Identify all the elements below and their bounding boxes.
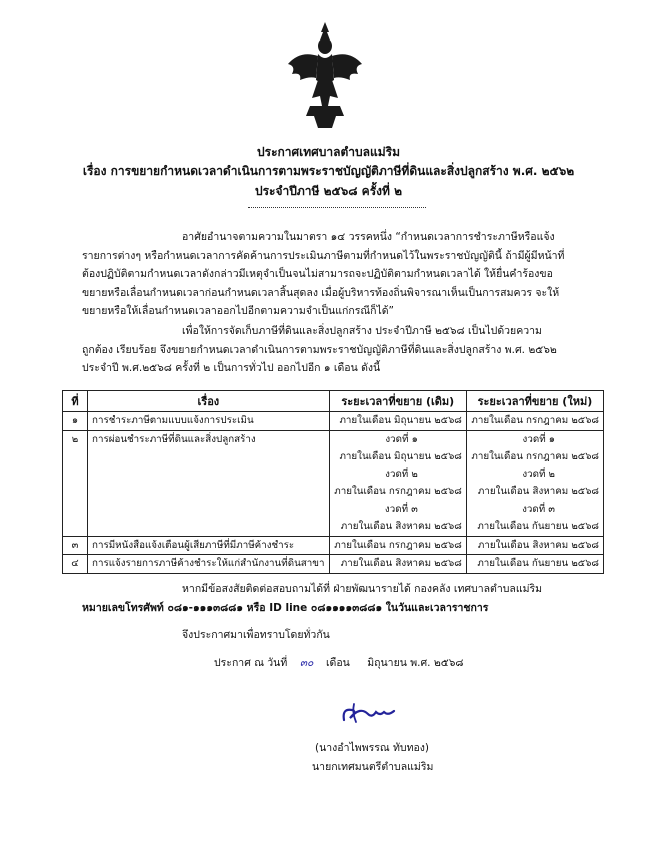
row-topic: การผ่อนชำระภาษีที่ดินและสิ่งปลูกสร้าง xyxy=(92,433,256,445)
subject-title: เรื่อง การขยายกำหนดเวลาดำเนินการตามพระราชบัญญัติภาษีที่ดินและสิ่งปลูกสร้าง พ.ศ. ๒๕๖๒ xyxy=(82,164,575,178)
table-row xyxy=(63,555,604,574)
issuer-title: ประกาศเทศบาลตำบลแม่ริม xyxy=(257,145,400,159)
old-period: ภายในเดือน สิงหาคม ๒๕๖๘ xyxy=(340,558,462,569)
row-topic: การมีหนังสือแจ้งเตือนผู้เสียภาษีที่มีภาษีค้างชำระ xyxy=(92,539,295,551)
table-header-row xyxy=(63,391,604,412)
installment-label: งวดที่ ๒ xyxy=(385,468,418,480)
paragraph-extension: เพื่อให้การจัดเก็บภาษีที่ดินและสิ่งปลูกสร้าง ประจำปีภาษี ๒๕๖๘ เป็นไปด้วยความ ถูกต้อง เรียบร้อย จึงขยายกำหนดเวลาดำเนินการตามพระราชบัญญัติภาษีที่ดินและสิ่งปลูกสร้าง พ.ศ. ๒๕๖๒ ประจำปี พ.ศ.๒๕๖๘ ครั้งที่ ๒ เป็นการทั่วไป ออกไปอีก ๑ เดือน ดังนี้ xyxy=(82,325,557,374)
installment-label: งวดที่ ๒ xyxy=(522,468,555,480)
date-prefix: ประกาศ ณ วันที่ xyxy=(214,657,288,669)
date-month-year: มิถุนายน พ.ศ. ๒๕๖๘ xyxy=(367,657,464,669)
contact-line-1: หากมีข้อสงสัยติดต่อสอบถามได้ที่ ฝ่ายพัฒนารายได้ กองคลัง เทศบาลตำบลแม่ริม xyxy=(182,583,543,595)
col-header-no: ที่ xyxy=(63,391,88,412)
new-period: ภายในเดือน สิงหาคม ๒๕๖๘ xyxy=(477,486,599,497)
dotted-divider xyxy=(248,207,426,208)
table-row xyxy=(63,412,604,431)
old-period: ภายในเดือน มิถุนายน ๒๕๖๘ xyxy=(339,451,462,462)
old-period: ภายในเดือน กรกฎาคม ๒๕๖๘ xyxy=(334,486,462,497)
installment-label: งวดที่ ๓ xyxy=(384,503,418,515)
tax-period: ประจำปีภาษี ๒๕๖๘ ครั้งที่ ๒ xyxy=(254,184,402,198)
row-topic: การแจ้งรายการภาษีค้างชำระให้แก่สำนักงานที่ดินสาขา xyxy=(92,558,325,569)
signer-title: นายกเทศมนตรีตำบลแม่ริม xyxy=(312,761,434,773)
row-number: ๓ xyxy=(71,539,79,551)
date-month-label: เดือน xyxy=(325,657,350,669)
signature-icon xyxy=(338,700,398,726)
date-day: ๓๐ xyxy=(299,657,314,669)
installment-label: งวดที่ ๑ xyxy=(522,433,555,445)
table-row xyxy=(63,536,604,555)
new-period: ภายในเดือน สิงหาคม ๒๕๖๘ xyxy=(477,539,599,551)
schedule-table xyxy=(62,390,604,574)
row-topic: การชำระภาษีตามแบบแจ้งการประเมิน xyxy=(92,415,254,426)
col-header-old: ระยะเวลาที่ขยาย (เดิม) xyxy=(329,391,466,412)
col-header-new: ระยะเวลาที่ขยาย (ใหม่) xyxy=(466,391,603,412)
new-period: ภายในเดือน กันยายน ๒๕๖๘ xyxy=(477,558,599,569)
new-period: ภายในเดือน กรกฎาคม ๒๕๖๘ xyxy=(471,451,599,462)
contact-line-2: หมายเลขโทรศัพท์ ๐๘๑-๑๑๑๓๘๘๑ หรือ ID line ๐๘๑๑๑๑๓๘๘๑ ในวันและเวลาราชการ xyxy=(82,602,489,614)
installment-label: งวดที่ ๑ xyxy=(385,433,418,445)
signer-name: (นางอำไพพรรณ ทับทอง) xyxy=(315,742,430,754)
announcement-date xyxy=(214,654,463,671)
old-period: ภายในเดือน สิงหาคม ๒๕๖๘ xyxy=(340,521,462,532)
old-period: ภายในเดือน กรกฎาคม ๒๕๖๘ xyxy=(334,539,462,551)
garuda-emblem-icon xyxy=(282,20,368,132)
table-row xyxy=(63,430,604,536)
row-number: ๒ xyxy=(71,433,79,445)
col-header-topic: เรื่อง xyxy=(88,391,330,412)
announcement-closing: จึงประกาศมาเพื่อทราบโดยทั่วกัน xyxy=(182,629,330,641)
row-number: ๑ xyxy=(71,415,79,426)
new-period: ภายในเดือน กันยายน ๒๕๖๘ xyxy=(477,521,599,532)
paragraph-authority: อาศัยอำนาจตามความในมาตรา ๑๔ วรรคหนึ่ง “กำหนดเวลาการชำระภาษีหรือแจ้ง รายการต่างๆ หรือกำหนดเวลาการคัดค้านการประเมินภาษีตามที่กำหนดไว้ในพระราชบัญญัตินี้ ถ้ามีผู้มีหน้าที่ ต้องปฏิบัติตามกำหนดเวลาดังกล่าวมีเหตุจำเป็นจนไม่สามารถจะปฏิบัติตามกำหนดเวลาได้ ให้ยื่นคำร้องขอ ขยายหรือเลื่อนกำหนดเวลาก่อนกำหนดเวลาสิ้นสุดลง เมื่อผู้บริหารท้องถิ่นพิจารณาเห็นเป็นการสมควร จะให้ ขยายหรือให้เลื่อนกำหนดเวลาออกไปอีกตามความจำเป็นแก่กรณีก็ได้” xyxy=(82,231,565,317)
row-number: ๔ xyxy=(71,558,79,569)
new-period: ภายในเดือน กรกฎาคม ๒๕๖๘ xyxy=(471,415,599,426)
old-period: ภายในเดือน มิถุนายน ๒๕๖๘ xyxy=(339,415,462,426)
installment-label: งวดที่ ๓ xyxy=(522,503,555,515)
